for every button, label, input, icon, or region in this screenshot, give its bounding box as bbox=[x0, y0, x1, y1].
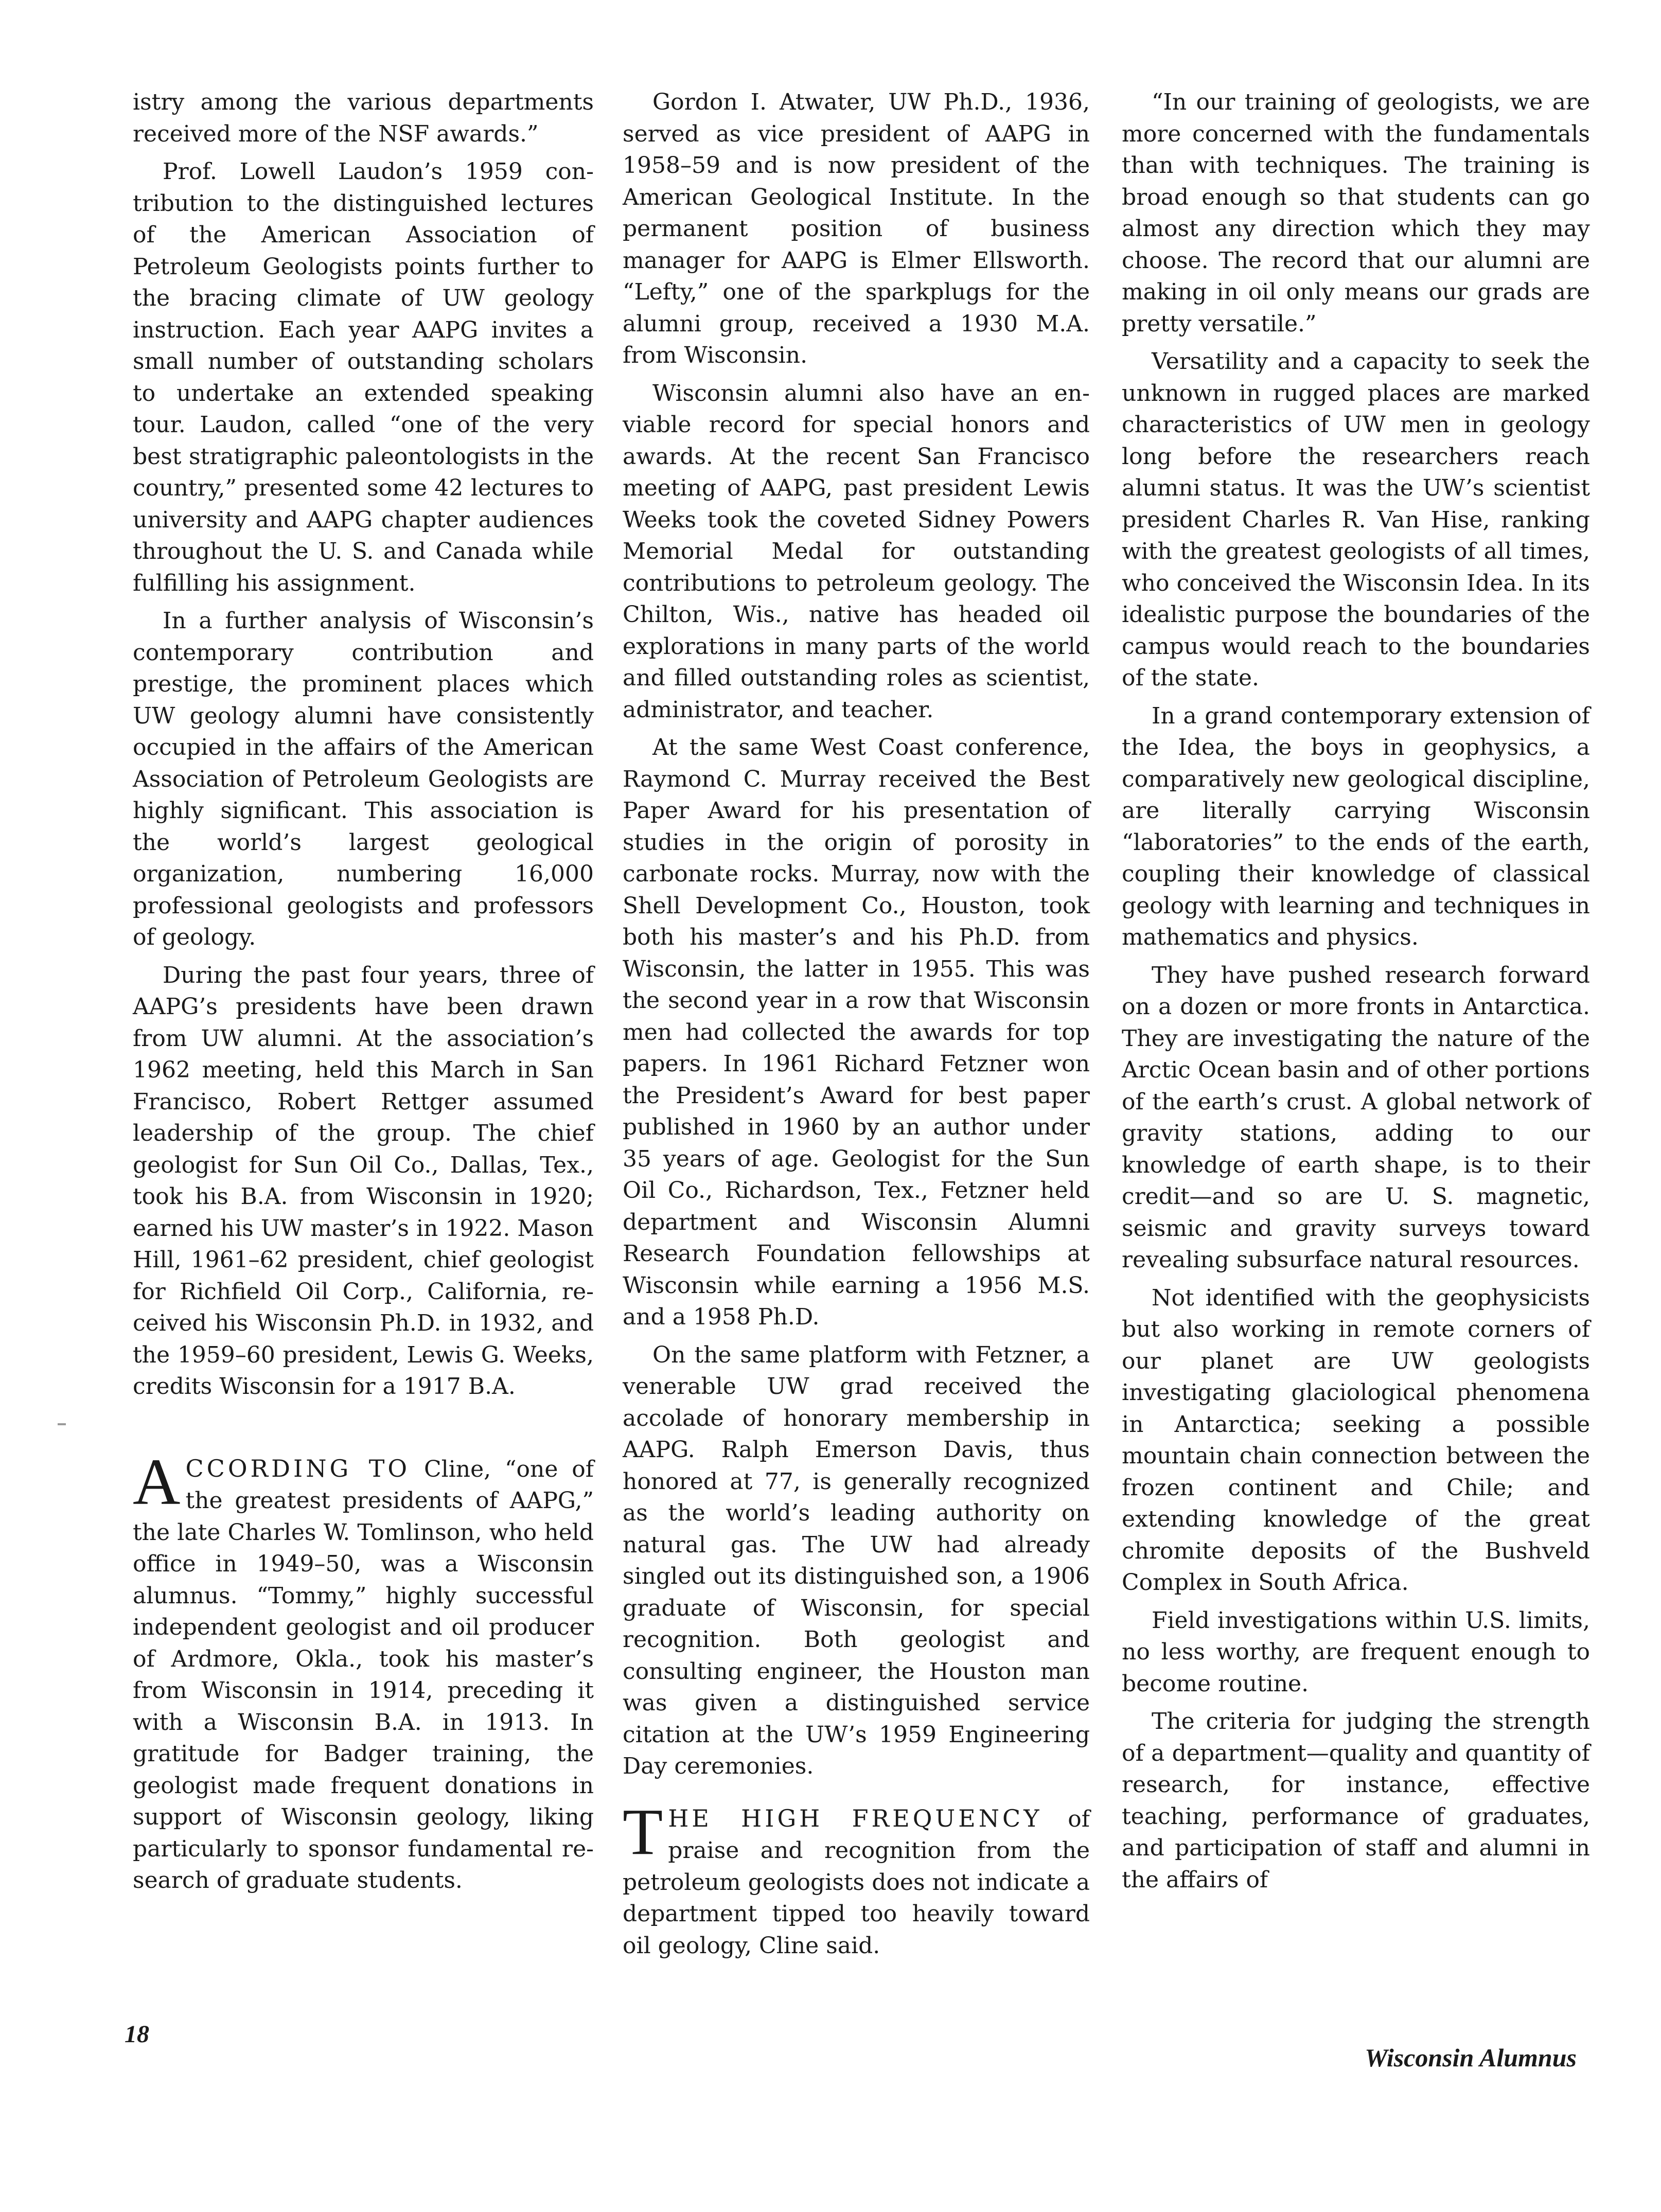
body-paragraph bbox=[1122, 960, 1590, 1276]
margin-mark bbox=[58, 1423, 66, 1425]
paragraph-text: They have pushed research forward on a dozen or more fronts in Antarctica. They are investigating the nature of the Arctic Ocean basin and of other portions of the earth’s crust. A global network of gravity stations, adding to our knowledge of earth shape, is to their credit—and so are U. S. magnetic, seismic and gravity surveys toward revealing subsurface natural resources. bbox=[1122, 962, 1590, 1273]
drop-cap: A bbox=[133, 1445, 181, 1518]
paragraph-text: Wisconsin alumni also have an enviable record for special honors and awards. At the recent San Francisco meeting of AAPG, past president Lewis Weeks took the coveted Sidney Powers Memorial Medal for outstanding contributions to petroleum geology. The Chilton, Wis., native has headed oil explorations in many parts of the world and filled outstanding roles as scientist, administrator, and teacher. bbox=[623, 380, 1090, 723]
body-paragraph bbox=[133, 156, 594, 599]
body-paragraph bbox=[1122, 1605, 1590, 1700]
body-paragraph bbox=[133, 960, 594, 1403]
text-column-1 bbox=[133, 86, 594, 1897]
paragraph-text: In a grand contemporary extension of the Idea, the boys in geophysics, a comparatively new geological discipline, are literally carrying Wisconsin “laboratories” to the ends of the earth, coupling their knowledge of classical geology with learning and techniques in mathematics and physics. bbox=[1122, 702, 1590, 950]
body-paragraph bbox=[1122, 346, 1590, 694]
text-column-3 bbox=[1122, 86, 1590, 1896]
paragraph-text: Gordon I. Atwater, UW Ph.D., 1936, served as vice president of AAPG in 1958–59 and is now president of the American Geological Institute. In the permanent position of business manager for AAPG is Elmer Ellsworth. “Lefty,” one of the sparkplugs for the alumni group, received a 1930 M.A. from Wisconsin. bbox=[623, 89, 1090, 368]
paragraph-text: istry among the various departments received more of the NSF awards.” bbox=[133, 89, 594, 147]
paragraph-text: Cline, “one of the greatest presidents of AAPG,” the late Charles W. Tomlinson, who held office in 1949–50, was a Wisconsin alumnus. “Tommy,” highly successful independent geologist and oil producer of Ardmore, Okla., took his master’s from Wisconsin in 1914, preceding it with a Wisconsin B.A. in 1913. In gratitude for Badger training, the geologist made frequent donations in support of Wisconsin geology, liking particularly to sponsor fundamental research of graduate students. bbox=[133, 1456, 594, 1894]
body-paragraph bbox=[623, 732, 1090, 1333]
paragraph-text: On the same platform with Fetzner, a venerable UW grad received the accolade of honorary membership in AAPG. Ralph Emerson Davis, thus honored at 77, is generally recognized as the world’s leading authority on natural gas. The UW had already singled out its distinguished son, a 1906 graduate of Wisconsin, for special recognition. Both geologist and consulting engineer, the Houston man was given a distinguished service citation at the UW’s 1959 Engineering Day ceremonies. bbox=[623, 1341, 1090, 1779]
section-paragraph bbox=[133, 1445, 594, 1897]
paragraph-text: of praise and recognition from the petroleum geologists does not indicate a department tipped too heavily toward oil geology, Cline said. bbox=[623, 1806, 1090, 1959]
magazine-title: Wisconsin Alumnus bbox=[1365, 2043, 1577, 2072]
paragraph-text: Not identified with the geophysicists but also working in remote corners of our planet are UW geologists investigating glaciological phenomena in Antarctica; seeking a possible mountain chain connection between the frozen continent and Chile; and extending knowledge of the great chromite deposits of the Bushveld Complex in South Africa. bbox=[1122, 1284, 1590, 1596]
paragraph-text: Field investigations within U.S. limits, no less worthy, are frequent enough to become routine. bbox=[1122, 1607, 1590, 1697]
paragraph-text: At the same West Coast conference, Raymond C. Murray received the Best Paper Award for his presentation of studies in the origin of porosity in carbonate rocks. Murray, now with the Shell Development Co., Houston, took both his master’s and his Ph.D. from Wisconsin, the latter in 1955. This was the second year in a row that Wisconsin men had collected the awards for top papers. In 1961 Richard Fetzner won the President’s Award for best paper published in 1960 by an author under 35 years of age. Geologist for the Sun Oil Co., Richardson, Tex., Fetzner held department and Wisconsin Alumni Research Foundation fellowships at Wisconsin while earning a 1956 M.S. and a 1958 Ph.D. bbox=[623, 734, 1090, 1330]
lead-in: HE HIGH FREQUENCY bbox=[668, 1804, 1042, 1832]
body-paragraph bbox=[1122, 1706, 1590, 1896]
paragraph-text: In a further analysis of Wisconsin’s contemporary contribution and prestige, the prominent places which UW geology alumni have consistently occupied in the affairs of the American Association of Petroleum Geologists are highly significant. This association is the world’s largest geological organization, numbering 16,000 professional geologists and professors of geology. bbox=[133, 608, 594, 950]
body-paragraph bbox=[623, 378, 1090, 726]
text-column-2 bbox=[623, 86, 1090, 1961]
body-paragraph bbox=[623, 86, 1090, 371]
section-paragraph bbox=[623, 1795, 1090, 1962]
paragraph-text: The criteria for judging the strength of a department—quality and quantity of research, for instance, effective teaching, performance of graduates, and participation of staff and alumni in the affairs of bbox=[1122, 1708, 1590, 1893]
paragraph-text: Versatility and a capacity to seek the unknown in rugged places are marked characteristics of UW men in geology long before the researchers reach alumni status. It was the UW’s scientist president Charles R. Van Hise, ranking with the greatest geologists of all times, who conceived the Wisconsin Idea. In its idealistic purpose the boundaries of the campus would reach to the boundaries of the state. bbox=[1122, 348, 1590, 691]
body-paragraph bbox=[133, 605, 594, 953]
paragraph-text: “In our training of geologists, we are more concerned with the fundamentals than with techniques. The training is broad enough so that students can go almost any direction which they may choose. The record that our alumni are making in oil only means our grads are pretty versatile.” bbox=[1122, 89, 1590, 337]
body-paragraph bbox=[133, 86, 594, 150]
body-paragraph bbox=[1122, 700, 1590, 953]
drop-cap: T bbox=[623, 1795, 663, 1868]
body-paragraph bbox=[623, 1339, 1090, 1782]
body-paragraph bbox=[1122, 1282, 1590, 1599]
paragraph-text: During the past four years, three of AAPG’s presidents have been drawn from UW alumni. At the association’s 1962 meeting, held this March in San Francisco, Robert Rettger assumed leadership of the group. The chief geologist for Sun Oil Co., Dallas, Tex., took his B.A. from Wisconsin in 1920; earned his UW master’s in 1922. Mason Hill, 1961–62 president, chief geologist for Richfield Oil Corp., California, received his Wisconsin Ph.D. in 1932, and the 1959–60 president, Lewis G. Weeks, credits Wisconsin for a 1917 B.A. bbox=[133, 962, 594, 1400]
lead-in: CCORDING TO bbox=[185, 1454, 411, 1482]
paragraph-text: Prof. Lowell Laudon’s 1959 contribution to the distinguished lectures of the American Association of Petroleum Geologists points further to the bracing climate of UW geology instruction. Each year AAPG invites a small number of outstanding scholars to undertake an extended speaking tour. Laudon, called “one of the very best stratigraphic paleontologists in the country,” presented some 42 lectures to university and AAPG chapter audiences throughout the U. S. and Canada while fulfilling his assignment. bbox=[133, 158, 594, 596]
body-paragraph bbox=[1122, 86, 1590, 340]
page-number: 18 bbox=[125, 2021, 149, 2048]
